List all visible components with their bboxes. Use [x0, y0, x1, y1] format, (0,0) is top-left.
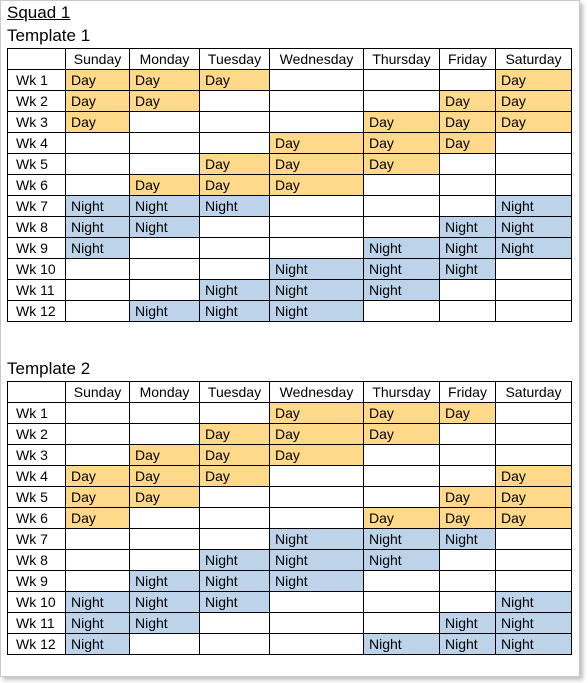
shift-cell [200, 613, 270, 634]
shift-cell [130, 238, 200, 259]
shift-cell: Night [496, 613, 572, 634]
shift-cell [270, 112, 364, 133]
table-row [8, 217, 572, 238]
shift-cell: Night [496, 592, 572, 613]
shift-cell [270, 70, 364, 91]
header-corner [8, 49, 66, 70]
shift-cell [270, 634, 364, 655]
shift-cell [270, 592, 364, 613]
shift-cell: Night [200, 592, 270, 613]
shift-cell: Day [496, 508, 572, 529]
shift-cell [364, 91, 440, 112]
shift-cell [364, 301, 440, 322]
week-label: Wk 4 [8, 466, 66, 487]
shift-cell [130, 112, 200, 133]
shift-cell: Day [496, 112, 572, 133]
shift-cell: Night [200, 301, 270, 322]
shift-cell: Night [270, 550, 364, 571]
shift-cell: Night [200, 571, 270, 592]
week-label: Wk 3 [8, 112, 66, 133]
shift-cell: Day [440, 508, 496, 529]
shift-cell [130, 550, 200, 571]
shift-cell [496, 133, 572, 154]
shift-cell [364, 175, 440, 196]
table-row [8, 508, 572, 529]
shift-cell [130, 634, 200, 655]
shift-cell: Day [270, 445, 364, 466]
shift-cell [364, 571, 440, 592]
table-row [8, 259, 572, 280]
shift-cell [440, 196, 496, 217]
table-row [8, 466, 572, 487]
shift-cell: Day [130, 445, 200, 466]
shift-cell [440, 592, 496, 613]
week-label: Wk 12 [8, 301, 66, 322]
shift-cell: Night [130, 571, 200, 592]
shift-cell: Day [130, 487, 200, 508]
squad-title: Squad 1 [7, 3, 71, 22]
shift-cell: Day [66, 70, 130, 91]
shift-cell: Day [270, 403, 364, 424]
shift-cell [440, 445, 496, 466]
shift-cell: Day [440, 112, 496, 133]
column-header-thursday: Thursday [364, 49, 440, 70]
shift-cell: Day [66, 487, 130, 508]
week-label: Wk 9 [8, 571, 66, 592]
shift-cell [440, 301, 496, 322]
shift-cell: Day [270, 424, 364, 445]
table-row [8, 112, 572, 133]
shift-cell [200, 634, 270, 655]
shift-cell: Night [496, 634, 572, 655]
shift-cell: Day [364, 154, 440, 175]
shift-cell: Day [364, 133, 440, 154]
shift-cell: Night [66, 238, 130, 259]
shift-cell: Day [200, 466, 270, 487]
shift-cell [496, 550, 572, 571]
shift-cell [200, 487, 270, 508]
shift-cell [130, 508, 200, 529]
shift-cell [200, 259, 270, 280]
shift-cell [364, 613, 440, 634]
template-1-title: Template 1 [7, 26, 91, 45]
column-header-saturday: Saturday [496, 49, 572, 70]
shift-cell: Day [200, 445, 270, 466]
shift-cell [200, 217, 270, 238]
week-label: Wk 2 [8, 91, 66, 112]
shift-cell: Night [130, 301, 200, 322]
table-row [8, 550, 572, 571]
table-row [8, 154, 572, 175]
template-2-table [7, 381, 572, 655]
shift-cell: Night [364, 550, 440, 571]
shift-cell [440, 154, 496, 175]
shift-cell [270, 217, 364, 238]
shift-cell: Night [496, 217, 572, 238]
shift-cell [496, 445, 572, 466]
shift-cell [364, 217, 440, 238]
week-label: Wk 6 [8, 508, 66, 529]
week-label: Wk 5 [8, 154, 66, 175]
week-label: Wk 6 [8, 175, 66, 196]
shift-cell: Night [66, 592, 130, 613]
shift-cell: Day [200, 154, 270, 175]
shift-cell [496, 175, 572, 196]
shift-cell [364, 196, 440, 217]
shift-cell [66, 259, 130, 280]
shift-cell [270, 487, 364, 508]
shift-cell [496, 154, 572, 175]
shift-cell [200, 238, 270, 259]
week-label: Wk 10 [8, 592, 66, 613]
shift-cell [200, 112, 270, 133]
shift-cell: Day [200, 175, 270, 196]
shift-cell: Night [496, 238, 572, 259]
shift-cell: Night [440, 529, 496, 550]
shift-cell [270, 508, 364, 529]
week-label: Wk 11 [8, 280, 66, 301]
shift-cell [496, 424, 572, 445]
table-row [8, 529, 572, 550]
shift-cell [130, 280, 200, 301]
table-row [8, 403, 572, 424]
shift-cell [496, 259, 572, 280]
week-label: Wk 8 [8, 217, 66, 238]
shift-cell [66, 154, 130, 175]
shift-cell [66, 175, 130, 196]
header-row [8, 49, 572, 70]
template-2-title: Template 2 [7, 359, 91, 378]
shift-cell [440, 70, 496, 91]
shift-cell [440, 571, 496, 592]
table-row [8, 592, 572, 613]
shift-cell [200, 403, 270, 424]
shift-cell: Night [270, 280, 364, 301]
shift-cell [130, 133, 200, 154]
shift-cell [364, 445, 440, 466]
shift-cell: Day [270, 133, 364, 154]
shift-cell: Day [66, 112, 130, 133]
column-header-sunday: Sunday [66, 49, 130, 70]
table-row [8, 70, 572, 91]
shift-cell [496, 301, 572, 322]
shift-cell: Day [270, 175, 364, 196]
shift-cell [270, 238, 364, 259]
table-row [8, 301, 572, 322]
column-header-thursday: Thursday [364, 382, 440, 403]
shift-cell: Night [270, 301, 364, 322]
table-row [8, 571, 572, 592]
shift-cell: Night [440, 634, 496, 655]
table-row [8, 634, 572, 655]
shift-cell [270, 91, 364, 112]
shift-cell: Night [66, 217, 130, 238]
table-row [8, 91, 572, 112]
shift-cell: Night [270, 571, 364, 592]
shift-cell [496, 403, 572, 424]
shift-cell [200, 91, 270, 112]
shift-cell [440, 550, 496, 571]
shift-cell: Night [66, 634, 130, 655]
shift-cell: Night [200, 550, 270, 571]
shift-cell: Night [130, 217, 200, 238]
shift-cell [200, 508, 270, 529]
shift-cell [200, 133, 270, 154]
column-header-monday: Monday [130, 382, 200, 403]
table-row [8, 196, 572, 217]
shift-cell [66, 529, 130, 550]
week-label: Wk 5 [8, 487, 66, 508]
shift-cell: Day [270, 154, 364, 175]
column-header-sunday: Sunday [66, 382, 130, 403]
shift-cell: Day [130, 466, 200, 487]
shift-cell: Night [200, 280, 270, 301]
shift-cell: Night [364, 529, 440, 550]
shift-cell: Day [200, 424, 270, 445]
shift-cell: Night [440, 259, 496, 280]
shift-cell [270, 466, 364, 487]
header-row [8, 382, 572, 403]
column-header-friday: Friday [440, 49, 496, 70]
shift-cell [440, 424, 496, 445]
shift-cell [496, 529, 572, 550]
shift-cell: Day [364, 403, 440, 424]
shift-cell [66, 301, 130, 322]
shift-cell [130, 529, 200, 550]
shift-cell [364, 70, 440, 91]
week-label: Wk 11 [8, 613, 66, 634]
shift-cell: Day [66, 91, 130, 112]
shift-cell: Night [130, 592, 200, 613]
shift-cell: Day [364, 112, 440, 133]
week-label: Wk 7 [8, 529, 66, 550]
week-label: Wk 1 [8, 70, 66, 91]
column-header-wednesday: Wednesday [270, 49, 364, 70]
table-row [8, 280, 572, 301]
table-row [8, 424, 572, 445]
shift-cell [496, 280, 572, 301]
shift-cell [440, 466, 496, 487]
shift-cell [200, 529, 270, 550]
week-label: Wk 9 [8, 238, 66, 259]
shift-cell: Day [496, 91, 572, 112]
shift-cell: Night [364, 238, 440, 259]
shift-cell: Day [496, 466, 572, 487]
shift-cell: Night [364, 634, 440, 655]
shift-cell [130, 403, 200, 424]
shift-cell [130, 154, 200, 175]
shift-cell [364, 592, 440, 613]
shift-cell [66, 424, 130, 445]
week-label: Wk 3 [8, 445, 66, 466]
shift-cell: Night [200, 196, 270, 217]
week-label: Wk 10 [8, 259, 66, 280]
shift-cell: Night [364, 259, 440, 280]
week-label: Wk 4 [8, 133, 66, 154]
week-label: Wk 2 [8, 424, 66, 445]
column-header-tuesday: Tuesday [200, 49, 270, 70]
shift-cell [66, 133, 130, 154]
shift-cell [66, 403, 130, 424]
week-label: Wk 8 [8, 550, 66, 571]
column-header-tuesday: Tuesday [200, 382, 270, 403]
shift-cell: Day [364, 508, 440, 529]
shift-cell: Day [130, 91, 200, 112]
table-row [8, 487, 572, 508]
shift-cell: Day [440, 133, 496, 154]
shift-cell [364, 466, 440, 487]
shift-cell: Day [66, 508, 130, 529]
shift-cell: Day [496, 487, 572, 508]
week-label: Wk 12 [8, 634, 66, 655]
shift-cell [440, 175, 496, 196]
shift-cell: Night [270, 529, 364, 550]
shift-cell: Night [440, 613, 496, 634]
shift-cell [496, 571, 572, 592]
shift-cell: Night [364, 280, 440, 301]
shift-cell [130, 259, 200, 280]
shift-cell: Night [66, 613, 130, 634]
shift-cell [66, 445, 130, 466]
table-row [8, 613, 572, 634]
shift-cell: Night [440, 238, 496, 259]
table-row [8, 133, 572, 154]
shift-cell [440, 280, 496, 301]
shift-cell [364, 487, 440, 508]
shift-cell: Day [364, 424, 440, 445]
week-label: Wk 1 [8, 403, 66, 424]
header-corner [8, 382, 66, 403]
shift-cell [66, 571, 130, 592]
table-row [8, 238, 572, 259]
shift-cell [270, 613, 364, 634]
template-1-table [7, 48, 572, 322]
shift-cell: Day [66, 466, 130, 487]
shift-cell [66, 550, 130, 571]
shift-cell: Night [270, 259, 364, 280]
shift-cell [130, 424, 200, 445]
shift-cell [66, 280, 130, 301]
table-row [8, 175, 572, 196]
shift-cell: Day [440, 403, 496, 424]
column-header-friday: Friday [440, 382, 496, 403]
shift-cell: Day [440, 91, 496, 112]
shift-cell: Day [130, 175, 200, 196]
shift-cell: Day [200, 70, 270, 91]
shift-cell: Day [496, 70, 572, 91]
table-row [8, 445, 572, 466]
week-label: Wk 7 [8, 196, 66, 217]
shift-cell: Day [440, 487, 496, 508]
column-header-saturday: Saturday [496, 382, 572, 403]
column-header-wednesday: Wednesday [270, 382, 364, 403]
shift-cell: Night [440, 217, 496, 238]
shift-cell: Night [496, 196, 572, 217]
shift-cell: Night [130, 613, 200, 634]
shift-cell: Day [130, 70, 200, 91]
shift-cell: Night [130, 196, 200, 217]
shift-cell [270, 196, 364, 217]
column-header-monday: Monday [130, 49, 200, 70]
shift-cell: Night [66, 196, 130, 217]
